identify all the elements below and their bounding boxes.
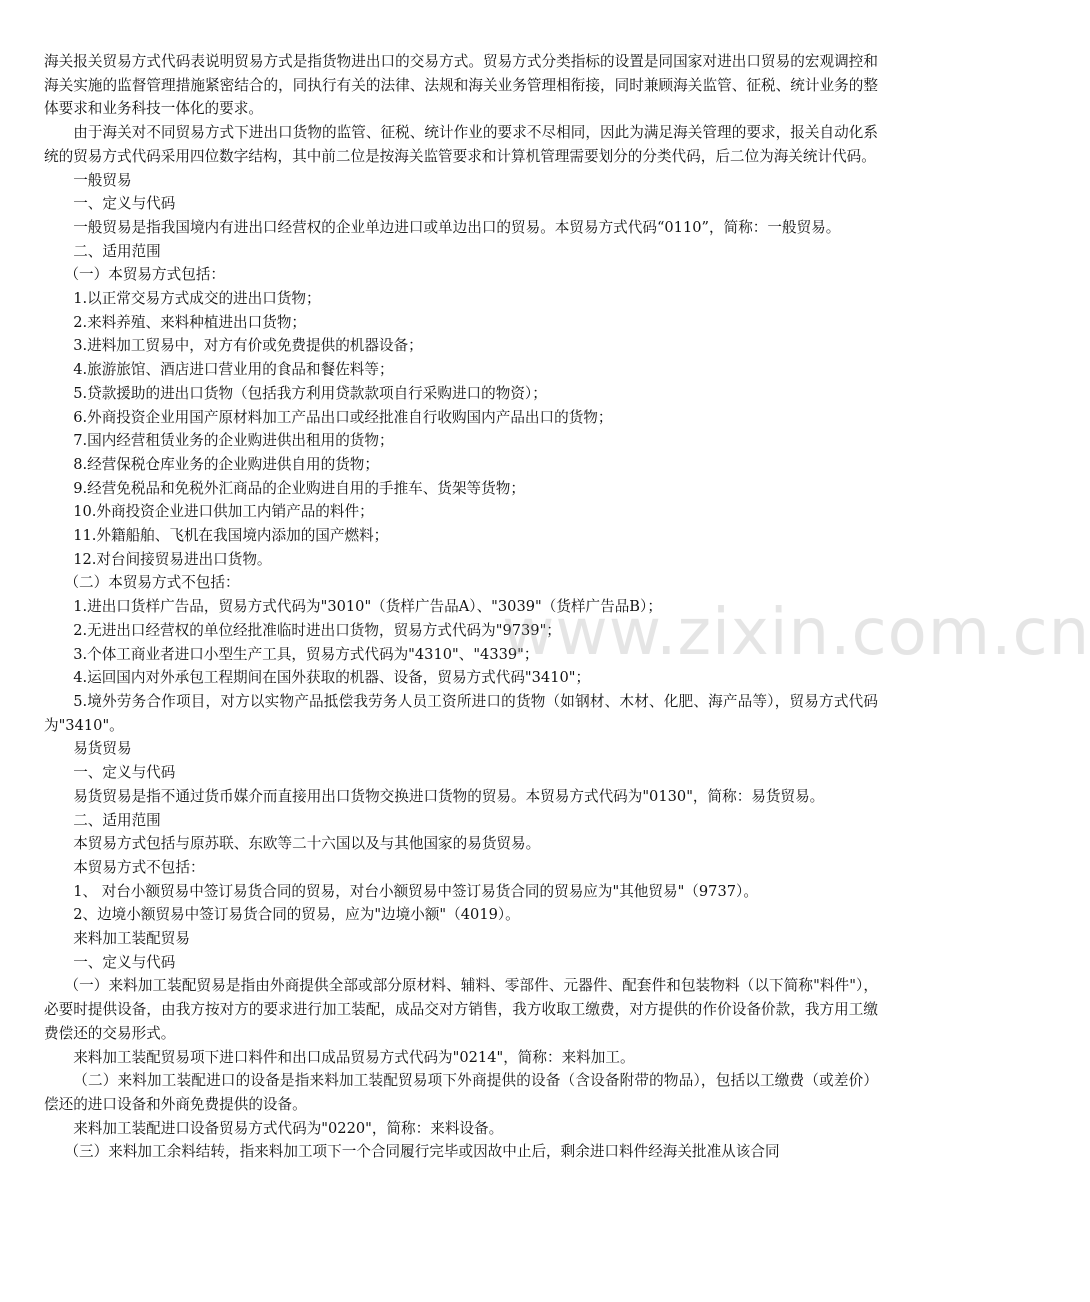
paragraph: 海关报关贸易方式代码表说明贸易方式是指货物进出口的交易方式。贸易方式分类指标的设置是同国家对进出口贸易的宏观调控和海关实施的监督管理措施紧密结合的，同执行有关的法律、法规和海关业务管理相衔接，同时兼顾海关监管、征税、统计业务的整体要求和业务科技一体化的要求。 [44, 53, 878, 118]
paragraph: 来料加工装配进口设备贸易方式代码为"0220"，简称：来料设备。 [73, 1119, 504, 1137]
list-item: 2.无进出口经营权的单位经批准临时进出口货物，贸易方式代码为"9739"； [73, 621, 561, 639]
subsection-heading: 二、适用范围 [73, 242, 161, 260]
list-item: 9.经营免税品和免税外汇商品的企业购进自用的手推车、货架等货物； [73, 479, 525, 497]
list-item: 10.外商投资企业进口供加工内销产品的料件； [73, 503, 374, 521]
paragraph: （二）来料加工装配进口的设备是指来料加工装配贸易项下外商提供的设备（含设备附带的物品），包括以工缴费（或差价）偿还的进口设备和外商免费提供的设备。 [44, 1072, 878, 1113]
list-item: 1.以正常交易方式成交的进出口货物； [73, 290, 321, 308]
list-item: 4.运回国内对外承包工程期间在国外获取的机器、设备，贸易方式代码"3410"； [73, 669, 591, 687]
list-item: 4.旅游旅馆、酒店进口营业用的食品和餐佐料等； [73, 361, 394, 379]
paragraph: （三）来料加工余料结转，指来料加工项下一个合同履行完毕或因故中止后，剩余进口料件经海关批准从该合同 [64, 1143, 780, 1161]
list-item: 3.个体工商业者进口小型生产工具，贸易方式代码为"4310"、"4339"； [73, 645, 539, 663]
paragraph: 由于海关对不同贸易方式下进出口货物的监管、征税、统计作业的要求不尽相同，因此为满足海关管理的要求，报关自动化系统的贸易方式代码采用四位数字结构，其中前二位是按海关监管要求和计算机管理需要划分的分类代码，后二位为海关统计代码。 [44, 124, 878, 165]
section-heading: 易货贸易 [73, 740, 132, 758]
subsection-heading: 二、适用范围 [73, 811, 161, 829]
list-item: 5.境外劳务合作项目，对方以实物产品抵偿我劳务人员工资所进口的货物（如钢材、木材、化肥、海产品等），贸易方式代码为"3410"。 [44, 692, 878, 734]
section-heading: 来料加工装配贸易 [73, 930, 190, 948]
subsection-heading: 一、定义与代码 [73, 195, 176, 213]
list-heading: （二）本贸易方式不包括： [64, 574, 240, 592]
watermark-text: www.zixin.com.cn [502, 596, 1090, 670]
list-item: 3.进料加工贸易中，对方有价或免费提供的机器设备； [73, 337, 423, 355]
list-item: 1.进出口货样广告品，贸易方式代码为"3010"（货样广告品A）、"3039"（货样广告品B）； [73, 598, 662, 616]
paragraph: 一般贸易是指我国境内有进出口经营权的企业单边进口或单边出口的贸易。本贸易方式代码“0110”，简称：一般贸易。 [73, 218, 841, 236]
list-item: 7.国内经营租赁业务的企业购进供出租用的货物； [73, 432, 394, 450]
paragraph: 本贸易方式不包括： [73, 858, 205, 876]
list-heading: （一）本贸易方式包括： [64, 266, 225, 284]
subsection-heading: 一、定义与代码 [73, 764, 176, 782]
paragraph: 来料加工装配贸易项下进口料件和出口成品贸易方式代码为"0214"，简称：来料加工。 [73, 1048, 635, 1066]
section-heading: 一般贸易 [73, 171, 132, 189]
paragraph: （一）来料加工装配贸易是指由外商提供全部或部分原材料、辅料、零部件、元器件、配套件和包装物料（以下简称"料件"），必要时提供设备，由我方按对方的要求进行加工装配，成品交对方销售，我方收取工缴费，对方提供的作价设备价款，我方用工缴费偿还的交易形式。 [44, 977, 878, 1042]
subsection-heading: 一、定义与代码 [73, 953, 176, 971]
paragraph: 易货贸易是指不通过货币媒介而直接用出口货物交换进口货物的贸易。本贸易方式代码为"0130"，简称：易货贸易。 [73, 787, 825, 805]
list-item: 12.对台间接贸易进出口货物。 [73, 550, 272, 568]
list-item: 6.外商投资企业用国产原材料加工产品出口或经批准自行收购国内产品出口的货物； [73, 408, 613, 426]
list-item: 2、边境小额贸易中签订易货合同的贸易，应为"边境小额"（4019）。 [73, 906, 520, 924]
list-item: 11.外籍船舶、飞机在我国境内添加的国产燃料； [73, 527, 389, 545]
paragraph: 本贸易方式包括与原苏联、东欧等二十六国以及与其他国家的易货贸易。 [73, 835, 541, 853]
list-item: 2.来料养殖、来料种植进出口货物； [73, 313, 307, 331]
list-item: 5.贷款援助的进出口货物（包括我方利用贷款款项自行采购进口的物资）； [73, 384, 547, 402]
list-item: 8.经营保税仓库业务的企业购进供自用的货物； [73, 455, 379, 473]
list-item: 1、 对台小额贸易中签订易货合同的贸易，对台小额贸易中签订易货合同的贸易应为"其他贸易"（9737）。 [73, 882, 758, 900]
